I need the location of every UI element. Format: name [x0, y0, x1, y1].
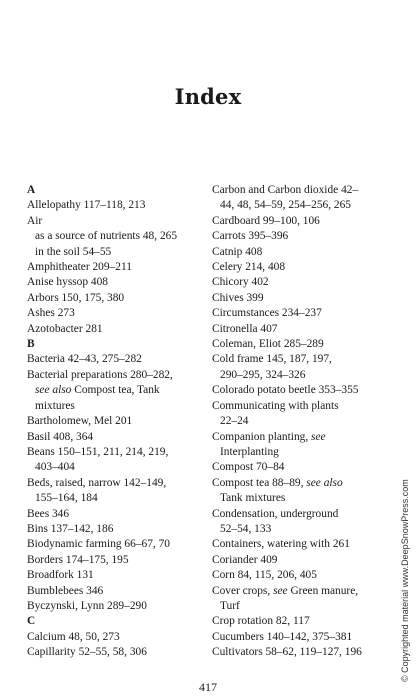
index-entry [27, 630, 213, 645]
entry-text: Compost tea 88–89, [212, 476, 307, 489]
entry-text: Crop rotation 82, 117 [212, 615, 310, 628]
entry-text: Turf [220, 599, 240, 612]
index-entry-continuation [212, 414, 388, 429]
index-entry [27, 430, 213, 445]
entry-text: Bins 137–142, 186 [27, 522, 114, 535]
index-entry-continuation [212, 491, 388, 506]
index-entry-continuation [212, 445, 388, 460]
index-entry [212, 322, 388, 337]
index-entry [212, 337, 388, 352]
entry-text: Amphitheater 209–211 [27, 261, 132, 274]
entry-text: Interplanting [220, 445, 279, 458]
index-entry [27, 368, 213, 383]
entry-text: Chives 399 [212, 291, 264, 304]
index-entry [212, 460, 388, 475]
entry-text: Companion planting, [212, 430, 312, 443]
index-section-letter [27, 614, 213, 629]
entry-text: Tank mixtures [220, 492, 286, 505]
entry-text: Celery 214, 408 [212, 261, 286, 274]
index-entry-continuation [212, 522, 388, 537]
entry-text: 52–54, 133 [220, 522, 272, 535]
index-subentry [27, 245, 213, 260]
entry-text: Ashes 273 [27, 307, 75, 320]
entry-text: Compost 70–84 [212, 461, 285, 474]
see-also-reference: see [311, 430, 326, 443]
entry-text: A [27, 184, 36, 196]
entry-text: Bumblebees 346 [27, 584, 104, 597]
entry-text: Air [27, 214, 43, 227]
index-entry [27, 522, 213, 537]
index-entry-continuation [212, 599, 388, 614]
index-entry-continuation [212, 368, 388, 383]
index-entry [212, 630, 388, 645]
entry-text: Condensation, underground [212, 507, 339, 520]
index-entry [27, 537, 213, 552]
entry-text: Coleman, Eliot 285–289 [212, 338, 324, 351]
entry-text: Bacteria 42–43, 275–282 [27, 353, 142, 366]
index-entry [27, 214, 213, 229]
entry-text: Byczynski, Lynn 289–290 [27, 599, 147, 612]
entry-text: Broadfork 131 [27, 569, 94, 582]
copyright-watermark: © Copyrighted material www.DeepSnowPress.com [400, 479, 410, 682]
entry-text: 155–164, 184 [35, 492, 98, 505]
entry-text: Colorado potato beetle 353–355 [212, 384, 359, 397]
entry-text: Cucumbers 140–142, 375–381 [212, 630, 353, 643]
index-entry-continuation [27, 491, 213, 506]
index-entry [212, 291, 388, 306]
index-entry [27, 568, 213, 583]
index-entry [27, 599, 213, 614]
index-entry [27, 260, 213, 275]
index-entry [27, 275, 213, 290]
entry-text: Bartholomew, Mel 201 [27, 415, 133, 428]
entry-text: Biodynamic farming 66–67, 70 [27, 538, 170, 551]
index-column-right [212, 183, 388, 661]
index-entry [212, 645, 388, 660]
entry-text: Bacterial preparations 280–282, [27, 368, 173, 381]
index-entry-continuation [27, 383, 213, 398]
entry-text-after: Green manure, [287, 584, 359, 597]
entry-text: Containers, watering with 261 [212, 538, 350, 551]
index-entry [212, 568, 388, 583]
entry-text: Bees 346 [27, 507, 70, 520]
entry-text: B [27, 338, 35, 351]
index-entry [27, 352, 213, 367]
index-entry [27, 584, 213, 599]
index-entry [212, 260, 388, 275]
index-entry [212, 183, 388, 198]
index-entry [27, 645, 213, 660]
index-entry [27, 445, 213, 460]
index-entry [212, 399, 388, 414]
entry-text: Cultivators 58–62, 119–127, 196 [212, 646, 362, 659]
index-entry-continuation [27, 460, 213, 475]
entry-text: as a source of nutrients 48, 265 [35, 230, 178, 243]
index-entry [27, 322, 213, 337]
index-entry [212, 229, 388, 244]
index-entry [212, 553, 388, 568]
index-entry [212, 476, 388, 491]
entry-text: 403–404 [35, 461, 75, 474]
entry-text: Cover crops, [212, 584, 274, 597]
index-entry [27, 198, 213, 213]
index-entry [27, 291, 213, 306]
entry-text: in the soil 54–55 [35, 245, 112, 258]
index-entry [212, 430, 388, 445]
index-section-letter [27, 337, 213, 352]
index-subentry [27, 229, 213, 244]
index-title: Index [174, 84, 242, 109]
entry-text: 22–24 [220, 415, 249, 428]
entry-text: 44, 48, 54–59, 254–256, 265 [220, 199, 351, 212]
entry-text: Calcium 48, 50, 273 [27, 630, 120, 643]
index-entry [212, 306, 388, 321]
index-section-letter [27, 183, 213, 198]
entry-text: Borders 174–175, 195 [27, 553, 129, 566]
entry-text: Catnip 408 [212, 245, 263, 258]
index-entry [27, 507, 213, 522]
entry-text: 290–295, 324–326 [220, 368, 306, 381]
entry-text: Communicating with plants [212, 399, 339, 412]
entry-text: Arbors 150, 175, 380 [27, 291, 125, 304]
entry-text: mixtures [35, 399, 75, 412]
index-entry [212, 383, 388, 398]
page-number: 417 [199, 680, 217, 694]
entry-text: Carrots 395–396 [212, 230, 289, 243]
entry-text: Cardboard 99–100, 106 [212, 214, 320, 227]
index-entry [212, 214, 388, 229]
entry-text: Beans 150–151, 211, 214, 219, [27, 445, 169, 458]
entry-text: Compost tea, Tank [71, 384, 160, 397]
index-entry [27, 414, 213, 429]
entry-text: Citronella 407 [212, 322, 278, 335]
entry-text: Cold frame 145, 187, 197, [212, 353, 332, 366]
entry-text: Circumstances 234–237 [212, 307, 322, 320]
index-column-left [27, 183, 213, 661]
entry-text: Beds, raised, narrow 142–149, [27, 476, 167, 489]
see-also-reference: see [273, 584, 288, 597]
index-entry [212, 537, 388, 552]
entry-text: Anise hyssop 408 [27, 276, 109, 289]
index-entry [27, 476, 213, 491]
see-also-reference: see also [35, 384, 72, 397]
index-entry [27, 553, 213, 568]
entry-text: Basil 408, 364 [27, 430, 94, 443]
index-entry-continuation [212, 198, 388, 213]
index-entry [212, 245, 388, 260]
entry-text: Carbon and Carbon dioxide 42– [212, 184, 359, 196]
entry-text: Azotobacter 281 [27, 322, 103, 335]
see-also-reference: see also [306, 476, 343, 489]
index-entry [27, 306, 213, 321]
entry-text: C [27, 615, 36, 628]
index-entry [212, 352, 388, 367]
entry-text: Capillarity 52–55, 58, 306 [27, 646, 147, 659]
index-entry [212, 275, 388, 290]
entry-text: Allelopathy 117–118, 213 [27, 199, 146, 212]
index-entry-continuation [27, 399, 213, 414]
entry-text: Corn 84, 115, 206, 405 [212, 569, 317, 582]
index-entry [212, 507, 388, 522]
entry-text: Chicory 402 [212, 276, 269, 289]
index-entry [212, 614, 388, 629]
index-entry [212, 584, 388, 599]
entry-text: Coriander 409 [212, 553, 278, 566]
